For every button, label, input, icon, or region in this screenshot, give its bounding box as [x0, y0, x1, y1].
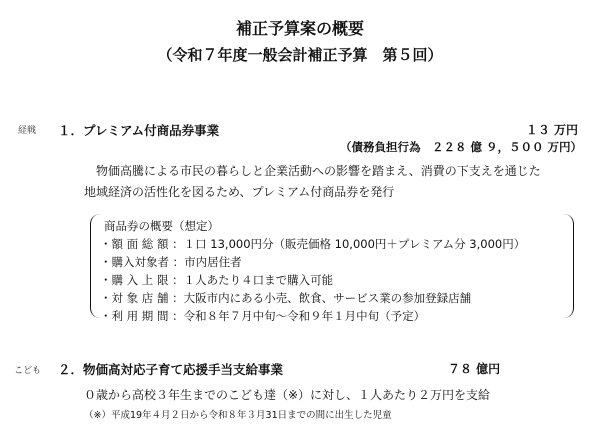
item-2-tag: こども: [14, 366, 42, 376]
item-2-footnote: （※）平成19年４月２日から令和８年３月31日までの間に出生した児童: [84, 410, 392, 421]
overview-line-face-value: ・額 面 総 額 ：１口 13,000円分（販売価格 10,000円＋プレミアム分 3,000円）: [100, 237, 526, 251]
document-title: 補正予算案の概要: [235, 19, 364, 38]
item-2-title: ２．物価高対応子育て応援手当支給事業: [58, 362, 284, 377]
item-1-description-line-2: 地域経済の活性化を図るため、プレミアム付商品券を発行: [84, 185, 395, 199]
item-1-amount: １３ 万円: [525, 123, 578, 137]
item-2-amount: ７８ 億円: [448, 362, 501, 376]
overview-line-stores: ・対 象 店 舗 ：大阪市内にある小売、飲食、サービス業の参加登録店舗: [100, 291, 472, 305]
document-subtitle: （令和７年度一般会計補正予算 第５回）: [157, 46, 443, 64]
overview-line-period: ・利 用 期 間 ：令和８年７月中旬～令和９年１月中旬（予定）: [100, 309, 426, 323]
item-1-tag: 経戦: [18, 126, 37, 136]
overview-line-eligibility: ・購入対象者 ：市内居住者: [100, 255, 242, 269]
item-2-description-line-1: ０歳から高校３年生までのこども達（※）に対し、１人あたり２万円を支給: [84, 388, 491, 402]
overview-heading: 商品券の概要（想定）: [104, 219, 219, 233]
item-1-title: １．プレミアム付商品券事業: [58, 123, 220, 138]
overview-line-purchase-limit: ・購 入 上 限 ：１人あたり４口まで購入可能: [100, 273, 334, 287]
item-1-debt-note: （債務負担行為 ２２８ 億 ９，５００ 万円）: [339, 140, 582, 154]
item-1-description-line-1: 物価高騰による市民の暮らしと企業活動への影響を踏まえ、消費の下支えを通じた: [96, 164, 541, 178]
